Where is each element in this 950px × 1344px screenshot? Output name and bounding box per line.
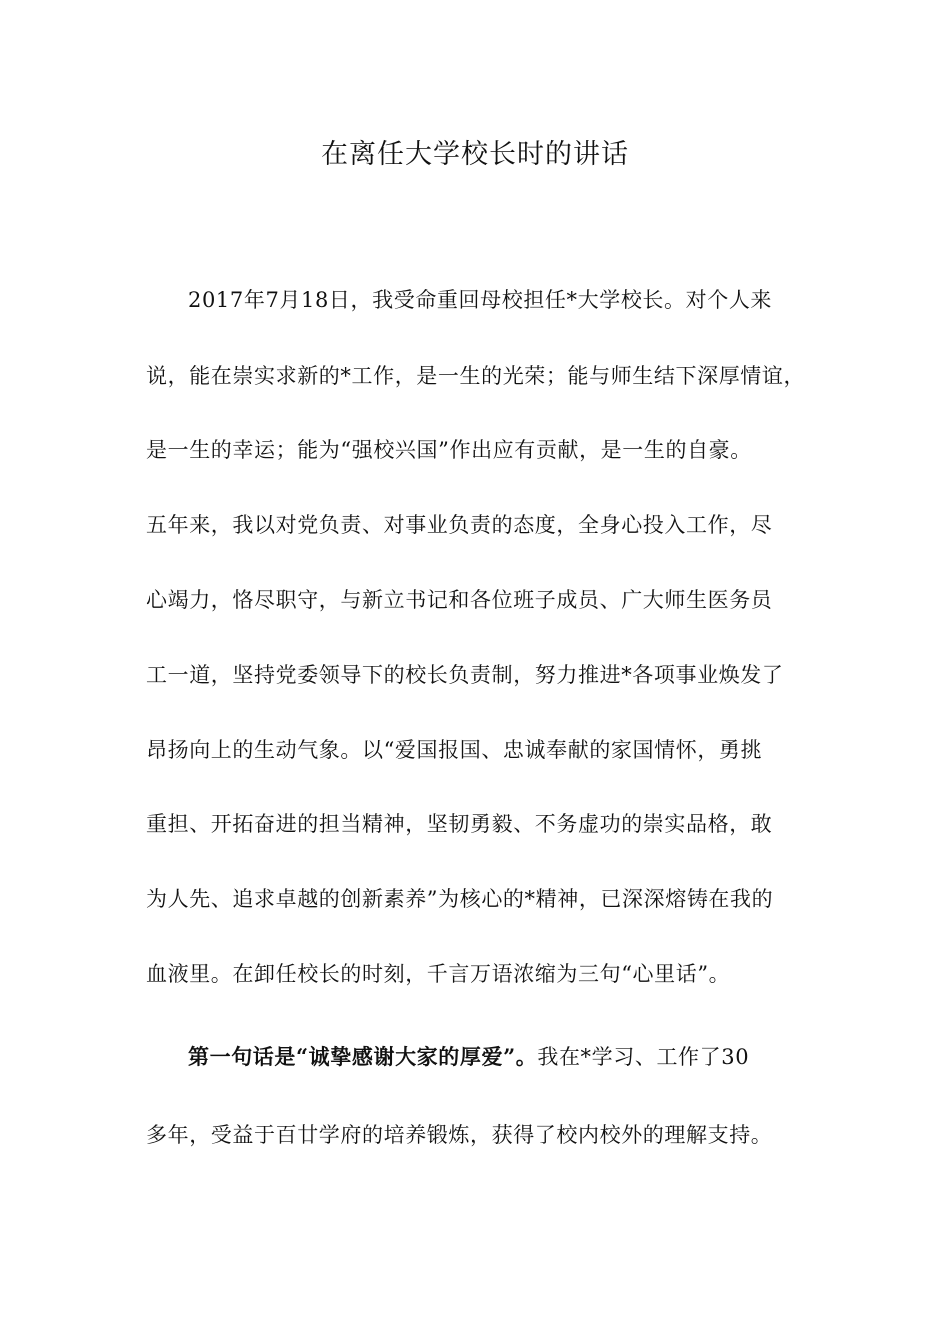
paragraph-line: 多年，受益于百廿学府的培养锻炼，获得了校内校外的理解支持。	[146, 1123, 773, 1147]
paragraph-line: 2017年7月18日，我受命重回母校担任*大学校长。对个人来	[188, 288, 773, 312]
bold-lead-sentence: 第一句话是“诚挚感谢大家的厚爱”。	[188, 1044, 538, 1069]
paragraph-line: 重担、开拓奋进的担当精神，坚韧勇毅、不务虚功的崇实品格，敢	[146, 812, 773, 836]
document-title: 在离任大学校长时的讲话	[321, 139, 629, 170]
paragraph-line: 昂扬向上的生动气象。以“爱国报国、忠诚奉献的家国情怀，勇挑	[146, 738, 763, 762]
paragraph-line: 工一道，坚持党委领导下的校长负责制，努力推进*各项事业焕发了	[146, 663, 784, 687]
paragraph-line: 心竭力，恪尽职守，与新立书记和各位班子成员、广大师生医务员	[146, 588, 773, 612]
paragraph-line	[188, 1042, 858, 1072]
paragraph-line: 五年来，我以对党负责、对事业负责的态度，全身心投入工作，尽	[146, 513, 773, 537]
paragraph-line: 说，能在崇实求新的*工作，是一生的光荣；能与师生结下深厚情谊，	[146, 364, 806, 388]
paragraph-line: 是一生的幸运；能为“强校兴国”作出应有贡献，是一生的自豪。	[146, 438, 752, 462]
paragraph-line: 血液里。在卸任校长的时刻，千言万语浓缩为三句“心里话”。	[146, 962, 731, 986]
paragraph-text: 我在*学习、工作了30	[537, 1045, 750, 1069]
paragraph-line: 为人先、追求卓越的创新素养”为核心的*精神，已深深熔铸在我的	[146, 887, 774, 911]
